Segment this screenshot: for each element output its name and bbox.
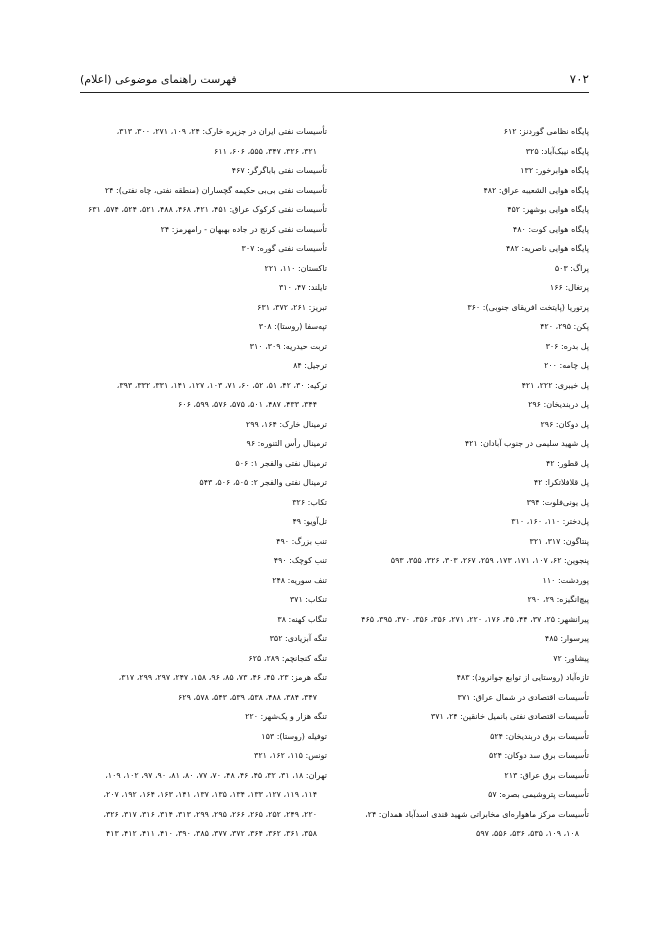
index-entry: پرتوریا (پایتخت افریقای جنوبی): ۳۶۰: [467, 302, 589, 312]
index-entry: پایگاه هوایی ناصریه: ۴۸۲: [505, 244, 589, 253]
index-entry: تأسیسات برق دربندیخان: ۵۲۴: [490, 731, 589, 741]
index-entry: تنگه آبزیادی: ۳۵۲: [269, 634, 327, 643]
index-entry: پایگاه هوابرخور: ۱۳۲: [520, 166, 589, 175]
index-entry: پایگاه نیبک‌آباد: ۳۲۵: [525, 146, 589, 156]
index-entry: پوردشت: ۱۱۰: [542, 575, 589, 585]
index-entry: پنتاگون: ۳۱۷، ۳۲۱: [529, 536, 589, 546]
index-entry: تأسیسات نفتی بی‌بی حکیمه گچساران (منطقه نفتی، چاه نفتی): ۲۴: [104, 185, 327, 195]
index-entry: تأسیسات نفتی کرکوک عراق: ۴۵۱، ۴۲۱، ۴۶۸، ۴۸۸، ۵۲۱، ۵۲۴، ۵۷۴، ۶۳۱: [87, 205, 327, 214]
index-entry: پل قلافلاتکرا: ۴۲: [533, 478, 589, 487]
index-entry: تبریز: ۲۶۱، ۳۷۲، ۶۳۱: [257, 302, 327, 312]
page-number: ۷۰۲: [569, 72, 589, 86]
index-entry: تنف سوریه: ۲۴۸: [272, 575, 327, 585]
index-entry: پایگاه هوایی کوت: ۴۸۰: [512, 224, 589, 234]
index-entry: پل بدره: ۳۰۶: [545, 341, 589, 351]
index-entry: پل شهید سلیمی در جنوب آبادان: ۴۲۱: [464, 439, 589, 448]
index-entry: ترکیه: ۳۰، ۴۲، ۵۱، ۵۲، ۶۰، ۷۱، ۱۰۳، ۱۲۷، ۱۴۱، ۳۳۱، ۳۳۲، ۳۹۳،: [116, 380, 327, 390]
index-entry: ترمینال نفتی والفجر ۲: ۵۰۵، ۵۰۶، ۵۴۳: [199, 478, 327, 487]
index-entry: تنگاب کهنه: ۳۸: [277, 614, 327, 624]
index-entry: پرتغال: ۱۶۶: [549, 283, 589, 292]
page-header: [80, 72, 589, 93]
index-entry: توفیله (روستا): ۱۵۳: [261, 731, 327, 741]
index-entry: تأسیسات مرکز ماهواره‌ای مخابراتی شهید قندی اسدآباد همدان: ۲۴،: [365, 809, 589, 819]
index-entry: پل‌دختر: ۱۱۰، ۱۶۰، ۳۱۰: [511, 517, 589, 526]
index-entry: تاکستان: ۱۱۰، ۲۲۱: [264, 263, 327, 273]
index-entry: پل یونی‌فلوت: ۳۹۴: [526, 497, 589, 507]
index-entry: تأسیسات نفتی ایران در جزیره خارک: ۲۴، ۱۰۹، ۲۷۱، ۳۰۰، ۳۱۳،: [116, 127, 327, 136]
index-entry: تنگه هرمز: ۲۳، ۴۵، ۴۶، ۷۳، ۸۵، ۹۶، ۱۵۸، ۲۴۷، ۲۹۷، ۲۹۹، ۳۱۷،: [118, 673, 327, 682]
index-column-left: [80, 122, 327, 844]
index-entry: تنگه هزار و یک‌شهر: ۲۲۰: [245, 712, 327, 721]
index-entry: پیچ‌انگیزه: ۲۹، ۲۹۰: [527, 595, 589, 604]
index-entry: ترمینال رأس التنوره: ۹۶: [246, 439, 327, 448]
index-entry-continuation: ۳۵۸، ۳۶۱، ۳۶۲، ۳۶۴، ۳۷۲، ۳۷۷، ۳۸۵، ۳۹۰، ۴۱۰، ۴۱۱، ۴۱۲، ۴۱۳: [105, 829, 317, 838]
index-entry: تایلند: ۴۷، ۳۱۰: [279, 283, 327, 292]
index-entry: پل دوکان: ۲۹۶: [540, 419, 589, 429]
index-entry: پل چامه: ۲۰۰: [544, 361, 589, 370]
index-entry: تکاب: ۳۲۶: [292, 497, 327, 507]
index-entry: تأسیسات اقتصادی نفتی بانمیل خانقین: ۲۴، ۳۷۱: [430, 712, 589, 721]
running-title: فهرست راهنمای موضوعی (اعلام): [80, 73, 237, 86]
index-entry: ترجیل: ۸۴: [293, 361, 327, 370]
index-entry: تأسیسات برق سد دوکان: ۵۲۴: [489, 751, 589, 760]
index-entry: تأسیسات نفتی باباگرگر: ۴۶۷: [231, 166, 327, 175]
index-entry: تونس: ۱۱۵، ۱۶۲، ۳۲۱: [254, 751, 327, 760]
index-entry: پل دربندیخان: ۲۹۶: [528, 400, 589, 409]
index-entry: پایگاه هوایی الشعیبه عراق: ۴۸۲: [483, 185, 589, 195]
index-entry: پنجوین: ۶۲، ۱۰۷، ۱۷۱، ۱۷۳، ۲۵۹، ۲۶۷، ۳۰۳، ۳۲۶، ۳۵۵، ۵۹۳: [390, 556, 589, 565]
index-entry-continuation: ۱۰۸، ۱۰۹، ۵۳۵، ۵۳۶، ۵۵۶، ۵۹۷: [476, 829, 579, 838]
index-entry: تأسیسات اقتصادی در شمال عراق: ۳۷۱: [457, 692, 589, 702]
index-column-right: [329, 122, 589, 844]
index-entry: تأسیسات نفتی گوره: ۳۰۷: [241, 244, 327, 253]
index-entry: تأسیسات برق عراق: ۲۱۳: [504, 770, 589, 780]
index-entry: تل‌آویو: ۴۹: [292, 517, 327, 526]
index-entry: تأسیسات نفتی کرنج در جاده بهبهان - رامهرمز: ۲۴: [160, 224, 327, 234]
index-entry: تازه‌آباد (روستایی از توابع جوانرود): ۴۸۳: [456, 673, 589, 682]
index-entry: تهران: ۱۸، ۳۱، ۳۲، ۴۵، ۴۶، ۴۸، ۷۰، ۷۷، ۸۰، ۸۱، ۹۰، ۹۷، ۱۰۲، ۱۰۹،: [105, 770, 327, 780]
index-entry: ترمینال نفتی والفجر ۱: ۵۰۶: [235, 458, 327, 468]
index-entry: پایگاه نظامی گوردنز: ۶۱۲: [503, 127, 589, 136]
index-entry: پکن: ۲۹۵، ۴۲۰: [540, 322, 589, 331]
index-entry: پراگ: ۵۰۳: [554, 263, 589, 273]
index-entry: پیرسوار: ۴۸۵: [544, 634, 589, 643]
index-entry-continuation: ۳۴۷، ۳۸۴، ۴۸۸، ۵۳۸، ۵۳۹، ۵۴۳، ۵۷۸، ۶۲۹: [178, 692, 317, 702]
index-entry: تنب کوچک: ۴۹۰: [273, 556, 327, 565]
index-entry-continuation: ۲۲۰، ۲۴۹، ۲۵۲، ۲۶۵، ۲۶۶، ۲۹۵، ۲۹۹، ۳۱۳، ۳۱۴، ۳۱۶، ۳۱۷، ۳۲۶،: [103, 809, 317, 819]
index-entry-continuation: ۳۲۱، ۳۲۶، ۳۴۷، ۵۵۵، ۶۰۶، ۶۱۱: [214, 146, 317, 156]
index-entry: تپه‌سفا (روستا): ۳۰۸: [258, 322, 327, 331]
index-entry: ترمینال خارک: ۱۶۴، ۲۹۹: [245, 419, 327, 429]
index-entry: تنگه کنجانچم: ۲۸۹، ۶۲۵: [248, 653, 327, 663]
index-entry: پیشاور: ۷۲: [553, 653, 589, 663]
index-entry: پل قطور: ۴۲: [545, 458, 589, 468]
index-entry: تنب بزرگ: ۴۹۰: [276, 536, 327, 546]
index-entry: پل خیبری: ۲۲۲، ۴۲۱: [521, 380, 589, 390]
index-entry-continuation: ۱۱۴، ۱۱۹، ۱۲۷، ۱۳۳، ۱۳۴، ۱۳۵، ۱۳۷، ۱۴۱، ۱۶۳، ۱۶۴، ۱۹۲، ۲۰۷،: [103, 790, 317, 799]
index-entry: پیرانشهر: ۲۵، ۳۷، ۴۴، ۴۵، ۱۷۶، ۲۲۰، ۲۷۱، ۳۵۶، ۳۵۶، ۳۷۰، ۳۹۵، ۴۶۵: [361, 614, 589, 624]
index-entry: تأسیسات پتروشیمی بصره: ۵۷: [488, 790, 589, 799]
index-entry: تنکاب: ۳۷۱: [289, 595, 327, 604]
index-entry: تربت حیدریه: ۳۰۹، ۳۱۰: [249, 341, 327, 351]
index-entry-continuation: ۳۴۴، ۴۳۳، ۴۸۷، ۵۰۱، ۵۷۵، ۵۷۶، ۵۹۹، ۶۰۶: [178, 400, 317, 409]
index-entry: پایگاه هوایی بوشهر: ۴۵۲: [507, 205, 589, 214]
